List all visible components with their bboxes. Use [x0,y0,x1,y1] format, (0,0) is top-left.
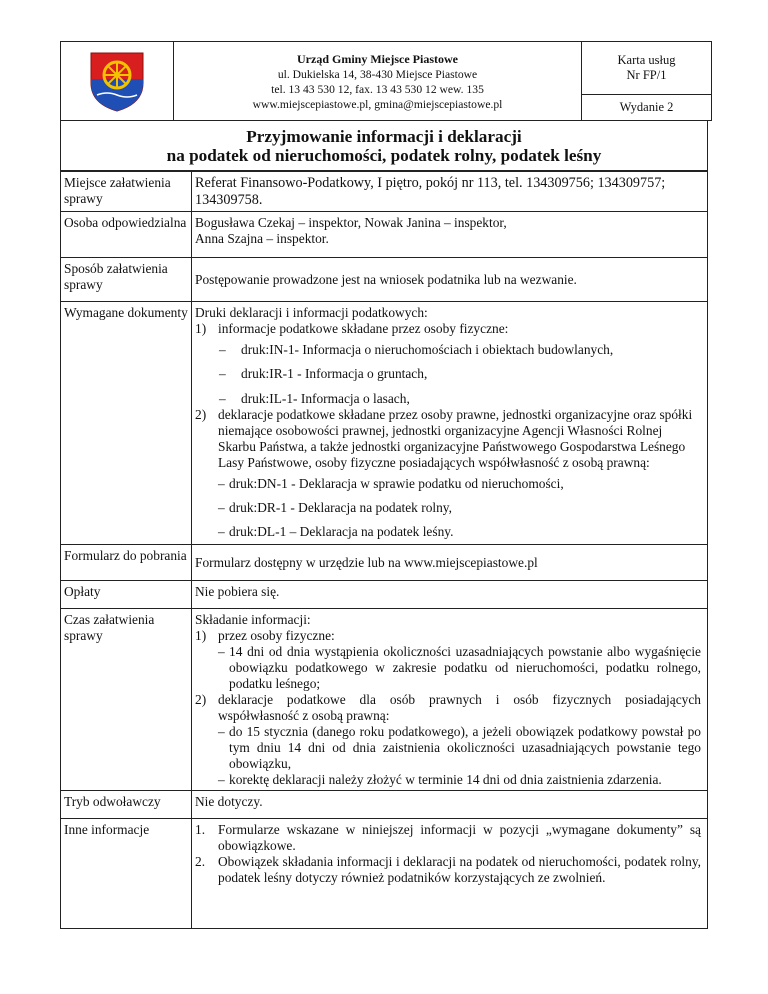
wymagane-sub-1-2: – druk:IL-1- Informacja o lasach, [219,391,410,406]
row-miejsce [61,172,708,212]
inne-item-1-num: 1. [195,822,206,837]
czas-sub-2-0: – do 15 stycznia (danego roku podatkowego), a jeżeli obowiązek podatkowy powstał po tym dniu 14 dni od dnia zaistnienia okoliczności uzasadniających powstanie tego obowiązku, [218,724,701,771]
row-oplaty [61,581,708,609]
czas-item-2-text: deklaracje podatkowe dla osób prawnych i osób fizycznych posiadających współwłasność z osobą prawną: [218,692,701,723]
value-oplaty: Nie pobiera się. [192,581,708,609]
wymagane-sub-1-0: – druk:IN-1- Informacja o nieruchomościach i obiektach budowlanych, [219,342,614,357]
czas-item-1 [195,628,701,644]
details-table [60,171,708,929]
value-inne [192,819,708,929]
service-card [60,41,708,929]
inne-item-1-text: Formularze wskazane w niniejszej informacji w pozycji „wymagane dokumenty” są obowiązkowe. [218,822,701,853]
title-line-2: na podatek od nieruchomości, podatek rolny, podatek leśny [166,146,602,165]
dash-mark: – [219,366,226,381]
row-osoba [61,212,708,258]
dash-mark: – [218,724,225,739]
card-number-cell [582,42,712,121]
wymagane-item-1 [195,321,701,337]
wymagane-item-1-num: 1) [195,321,207,336]
row-sposob [61,258,708,302]
inne-item-1 [195,822,701,854]
card-label: Karta usług [617,53,676,67]
dash-mark: – [218,500,225,515]
osoba-line-2: Anna Szajna – inspektor. [195,231,329,246]
dash-mark: – [218,772,225,787]
inne-item-2-text: Obowiązek składania informacji i deklaracji na podatek od nieruchomości, podatek rolny, podatek leśny dotyczy również podatników korzystających ze zwolnień. [218,854,701,885]
document-title [60,121,708,171]
czas-item-2-num: 2) [195,692,207,707]
label-wymagane: Wymagane dokumenty [61,302,192,545]
czas-item-1-num: 1) [195,628,207,643]
coat-of-arms-icon [87,49,147,113]
row-formularz [61,545,708,581]
wymagane-sub-1-1: – druk:IR-1 - Informacja o gruntach, [219,366,428,381]
label-formularz: Formularz do pobrania [61,545,192,581]
czas-item-1-text: przez osoby fizyczne: [218,628,335,643]
label-czas: Czas załatwienia sprawy [61,609,192,791]
dash-mark: – [219,391,226,406]
dash-mark: – [218,476,225,491]
wymagane-sub-2-0: – druk:DN-1 - Deklaracja w sprawie podatku od nieruchomości, [218,476,564,491]
osoba-line-1: Bogusława Czekaj – inspektor, Nowak Janina – inspektor, [195,215,507,230]
office-address-block [174,42,582,121]
wymagane-sub-2-1: – druk:DR-1 - Deklaracja na podatek rolny, [218,500,452,515]
row-inne [61,819,708,929]
dash-mark: – [218,524,225,539]
office-phone: tel. 13 43 530 12, fax. 13 43 530 12 wew. 135 [271,83,484,96]
value-formularz: Formularz dostępny w urzędzie lub na www.miejscepiastowe.pl [192,545,708,581]
dash-mark: – [219,342,226,357]
value-osoba [192,212,708,258]
label-sposob: Sposób załatwienia sprawy [61,258,192,302]
wymagane-intro: Druki deklaracji i informacji podatkowych: [195,305,428,320]
wymagane-sub-2-2: – druk:DL-1 – Deklaracja na podatek leśny. [218,524,454,539]
wymagane-item-1-text: informacje podatkowe składane przez osoby fizyczne: [218,321,509,336]
office-address: ul. Dukielska 14, 38-430 Miejsce Piastowe [277,68,478,81]
label-tryb: Tryb odwoławczy [61,791,192,819]
card-number: Nr FP/1 [626,68,667,82]
czas-sub-2-1: – korektę deklaracji należy złożyć w terminie 14 dni od dnia zaistnienia zdarzenia. [218,772,662,787]
row-czas [61,609,708,791]
label-miejsce: Miejsce załatwienia sprawy [61,172,192,212]
value-tryb: Nie dotyczy. [192,791,708,819]
label-osoba: Osoba odpowiedzialna [61,212,192,258]
title-line-1: Przyjmowanie informacji i deklaracji [246,127,522,146]
inne-item-2-num: 2. [195,854,206,869]
czas-sub-1-0: – 14 dni od dnia wystąpienia okoliczności uzasadniających powstanie albo wygaśnięcie obowiązku podatkowego w zakresie podatku od nieruchomości, podatku rolnego, podatku leśnego; [218,644,701,691]
czas-item-2 [195,692,701,724]
office-name: Urząd Gminy Miejsce Piastowe [297,52,458,66]
office-web: www.miejscepiastowe.pl, gmina@miejscepiastowe.pl [252,98,503,111]
inne-item-2 [195,854,701,886]
row-wymagane [61,302,708,545]
edition-label: Wydanie 2 [619,100,674,114]
header-table [60,41,712,121]
label-inne: Inne informacje [61,819,192,929]
logo-cell [61,42,174,121]
value-wymagane [192,302,708,545]
wymagane-item-2-num: 2) [195,407,207,422]
value-sposob: Postępowanie prowadzone jest na wniosek podatnika lub na wezwanie. [192,258,708,302]
value-miejsce: Referat Finansowo-Podatkowy, I piętro, pokój nr 113, tel. 134309756; 134309757; 134309758. [192,172,708,212]
row-tryb [61,791,708,819]
value-czas [192,609,708,791]
czas-intro: Składanie informacji: [195,612,311,627]
wymagane-item-2-text: deklaracje podatkowe składane przez osoby prawne, jednostki organizacyjne oraz spółki niemające osobowości prawnej, jednostki organizacyjne Agencji Własności Rolnej Skarbu Państwa, a także jednostki organizacyjne Państwowego Gospodarstwa Leśnego Lasy Państwowe, osoby fizyczne posiadających współwłasność z osobą prawną: [218,407,693,470]
dash-mark: – [218,644,225,659]
wymagane-item-2 [195,407,701,471]
label-oplaty: Opłaty [61,581,192,609]
